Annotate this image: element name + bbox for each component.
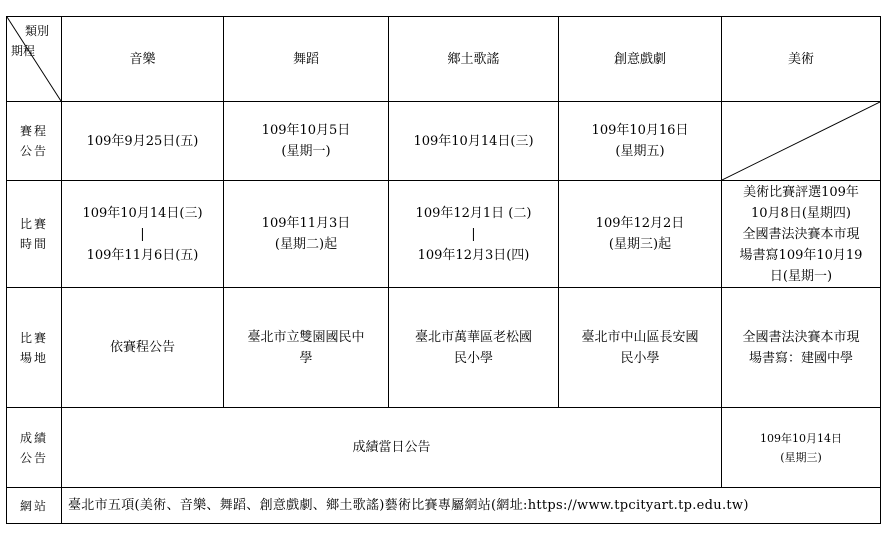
header-art: 美術 [722, 17, 881, 102]
cell-line: (星期二)起 [274, 237, 338, 252]
label-line: 公告 [19, 450, 48, 465]
announcement-row [7, 102, 881, 181]
header-folk-song: 鄉土歌謠 [389, 17, 559, 102]
cell-line: 臺北市立雙園國民中 [247, 329, 365, 345]
cell-line: 臺北市萬華區老松國 [414, 329, 532, 345]
label-line: 公告 [19, 144, 48, 158]
time-art [722, 181, 881, 288]
cell-line: (星期三)起 [608, 237, 672, 252]
cell-line: 109年10月5日 [261, 123, 351, 138]
header-row [7, 17, 881, 102]
cell-line: 日(星期一) [769, 268, 833, 284]
venue-music: 依賽程公告 [62, 288, 224, 408]
schedule-table [6, 16, 881, 524]
cell-line: (星期一) [281, 144, 331, 159]
cell-line: | [471, 226, 476, 242]
cell-line: 109年10月16日 [591, 123, 689, 138]
label-line: 賽程 [19, 124, 48, 138]
corner-period: 期程 [11, 44, 36, 58]
corner-cell [7, 17, 62, 102]
label-line: 比賽 [19, 330, 48, 345]
cell-line: 109年12月3日(四) [417, 247, 530, 263]
time-music [62, 181, 224, 288]
time-row [7, 181, 881, 288]
label-line: 時間 [19, 237, 48, 251]
results-merged: 成績當日公告 [62, 408, 722, 488]
label-line: 比賽 [19, 217, 48, 231]
corner-category: 類別 [25, 24, 50, 38]
announcement-art-empty [722, 102, 881, 181]
cell-line: 臺北市中山區長安國 [581, 329, 699, 345]
website-text: 臺北市五項(美術、音樂、舞蹈、創意戲劇、鄉土歌謠)藝術比賽專屬網站(網址:https://www.tpcityart.tp.edu.tw) [62, 488, 881, 524]
cell-line: 民小學 [620, 350, 660, 366]
results-row [7, 408, 881, 488]
cell-line: (星期三) [780, 450, 822, 464]
cell-line: 場書寫：建國中學 [748, 350, 853, 366]
label-line: 成績 [19, 430, 48, 445]
announcement-folk: 109年10月14日(三) [389, 102, 559, 181]
empty-cell-diagonal [722, 102, 880, 180]
cell-line: 民小學 [453, 350, 493, 366]
cell-line: 109年11月6日(五) [86, 247, 199, 263]
cell-line: 場書寫109年10月19 [739, 247, 863, 263]
cell-line: 109年10月14日 [760, 431, 842, 445]
row-label-time [7, 181, 62, 288]
announcement-drama [559, 102, 722, 181]
cell-line: 109年12月1日 (二) [415, 205, 532, 221]
venue-drama [559, 288, 722, 408]
venue-dance [224, 288, 389, 408]
row-label-announcement [7, 102, 62, 181]
cell-line: 109年12月2日 [595, 216, 685, 231]
row-label-results [7, 408, 62, 488]
cell-line: 10月8日(星期四) [751, 205, 851, 221]
header-music: 音樂 [62, 17, 224, 102]
cell-line: 美術比賽評選109年 [743, 184, 859, 200]
cell-line: 109年11月3日 [261, 216, 351, 231]
cell-line: | [140, 226, 145, 242]
time-folk [389, 181, 559, 288]
header-creative-drama: 創意戲劇 [559, 17, 722, 102]
cell-line: (星期五) [615, 144, 665, 159]
label-line: 場地 [19, 350, 48, 365]
results-art [722, 408, 881, 488]
time-dance [224, 181, 389, 288]
venue-folk [389, 288, 559, 408]
website-row [7, 488, 881, 524]
header-dance: 舞蹈 [224, 17, 389, 102]
cell-line: 學 [299, 350, 313, 366]
row-label-venue [7, 288, 62, 408]
venue-art [722, 288, 881, 408]
cell-line: 109年10月14日(三) [82, 205, 203, 221]
row-label-website: 網站 [7, 488, 62, 524]
cell-line: 全國書法決賽本市現 [742, 226, 860, 242]
announcement-music: 109年9月25日(五) [62, 102, 224, 181]
time-drama [559, 181, 722, 288]
venue-row [7, 288, 881, 408]
cell-line: 全國書法決賽本市現 [742, 329, 860, 345]
corner-labels [11, 21, 49, 61]
announcement-dance [224, 102, 389, 181]
